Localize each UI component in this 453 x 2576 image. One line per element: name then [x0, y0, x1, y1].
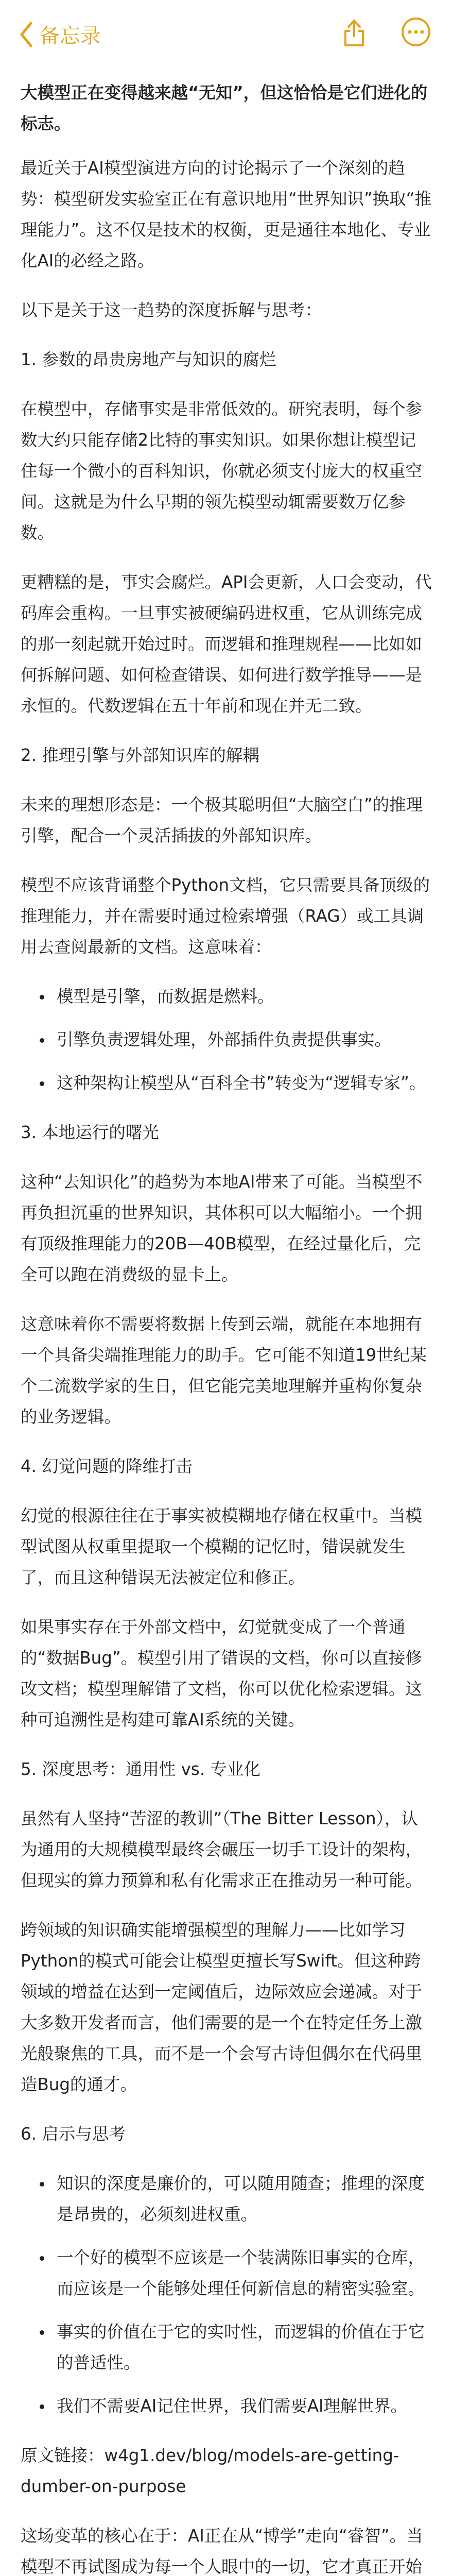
intro-paragraph: 最近关于AI模型演进方向的讨论揭示了一个深刻的趋势：模型研发实验室正在有意识地用“世界知识”换取“推理能力”。这不仅是技术的权衡，更是通往本地化、专业化AI的必经之路。 — [21, 158, 432, 270]
note-headline: 大模型正在变得越来越“无知”，但这恰恰是它们进化的标志。 — [21, 83, 428, 133]
note-body[interactable] — [0, 77, 453, 2576]
list-item: • 知识的深度是廉价的，可以随用随查；推理的深度是昂贵的，必须刻进权重。 — [53, 2168, 432, 2230]
more-icon — [400, 16, 431, 47]
list-item: • 模型是引擎，而数据是燃料。 — [53, 981, 432, 1012]
back-button[interactable] — [19, 20, 101, 49]
list-item: • 事实的价值在于它的实时性，而逻辑的价值在于它的普适性。 — [53, 2316, 432, 2378]
section-title-3: 3. 本地运行的曙光 — [21, 1123, 159, 1142]
list-item: • 这种架构让模型从“百科全书”转变为“逻辑专家”。 — [53, 1067, 432, 1098]
section-1-paragraph-2: 更糟糕的是，事实会腐烂。API会更新，人口会变动，代码库会重构。一旦事实被硬编码进权重，它从训练完成的那一刻起就开始过时。而逻辑和推理规程——比如如何拆解问题、如何检查错误、如何进行数学推导——是永恒的。代数逻辑在五十年前和现在并无二致。 — [21, 572, 432, 716]
section-title-6: 6. 启示与思考 — [21, 2124, 126, 2144]
list-item: • 引擎负责逻辑处理，外部插件负责提供事实。 — [53, 1024, 432, 1055]
section-3-paragraph-2: 这意味着你不需要将数据上传到云端，就能在本地拥有一个具备尖端推理能力的助手。它可能不知道19世纪某个二流数学家的生日，但它能完美地理解并重构你复杂的业务逻辑。 — [21, 1314, 427, 1427]
section-3-paragraph-1: 这种“去知识化”的趋势为本地AI带来了可能。当模型不再负担沉重的世界知识，其体积可以大幅缩小。一个拥有顶级推理能力的20B—40B模型，在经过量化后，完全可以跑在消费级的显卡上。 — [21, 1172, 423, 1284]
section-2-paragraph-2: 模型不应该背诵整个Python文档，它只需要具备顶级的推理能力，并在需要时通过检索增强（RAG）或工具调用去查阅最新的文档。这意味着： — [21, 875, 430, 957]
chevron-left-icon — [19, 21, 34, 48]
section-4-paragraph-2: 如果事实存在于外部文档中，幻觉就变成了一个普通的“数据Bug”。模型引用了错误的文档，你可以直接修改文档；模型理解错了文档，你可以优化检索逻辑。这种可追溯性是构建可靠AI系统的关键。 — [21, 1617, 423, 1730]
section-5-paragraph-2: 跨领域的知识确实能增强模型的理解力——比如学习Python的模式可能会让模型更擅长写Swift。但这种跨领域的增益在达到一定阈值后，边际效应会递减。对于大多数开发者而言，他们需要的是一个在特定任务上激光般聚焦的工具，而不是一个会写古诗但偶尔在代码里造Bug的通才。 — [21, 1920, 423, 2094]
source-link[interactable]: w4g1.dev/blog/models-are-getting-dumber-on-purpose — [21, 2446, 399, 2496]
section-1-paragraph-1: 在模型中，存储事实是非常低效的。研究表明，每个参数大约只能存储2比特的事实知识。如果你想让模型记住每一个微小的百科知识，你就必须支付庞大的权重空间。这就是为什么早期的领先模型动辄需要数万亿参数。 — [21, 399, 423, 543]
section-2-paragraph-1: 未来的理想形态是：一个极其聪明但“大脑空白”的推理引擎，配合一个灵活插拔的外部知识库。 — [21, 795, 423, 845]
closing-paragraph: 这场变革的核心在于：AI正在从“博学”走向“睿智”。当模型不再试图成为每一个人眼中的一切，它才真正开始 — [21, 2526, 423, 2576]
section-title-2: 2. 推理引擎与外部知识库的解耦 — [21, 745, 259, 765]
share-icon — [341, 16, 367, 47]
toolbar-actions — [338, 15, 432, 48]
back-label: 备忘录 — [39, 24, 101, 48]
more-button[interactable] — [399, 15, 432, 48]
share-button[interactable] — [338, 15, 371, 48]
section-6-bullet-list — [21, 2168, 432, 2421]
lead-paragraph: 以下是关于这一趋势的深度拆解与思考： — [21, 300, 322, 320]
list-item: • 一个好的模型不应该是一个装满陈旧事实的仓库，而应该是一个能够处理任何新信息的精密实验室。 — [53, 2242, 432, 2304]
navigation-bar — [0, 0, 453, 77]
source-link-prefix: 原文链接： — [21, 2446, 104, 2465]
section-5-paragraph-1: 虽然有人坚持“苦涩的教训”（The Bitter Lesson），认为通用的大规模模型最终会碾压一切手工设计的架构，但现实的算力预算和私有化需求正在推动另一种可能。 — [21, 1809, 423, 1890]
section-2-bullet-list — [21, 981, 432, 1098]
list-item: • 我们不需要AI记住世界，我们需要AI理解世界。 — [53, 2391, 432, 2421]
section-title-4: 4. 幻觉问题的降维打击 — [21, 1456, 193, 1476]
section-title-5: 5. 深度思考：通用性 vs. 专业化 — [21, 1759, 260, 1779]
section-4-paragraph-1: 幻觉的根源往往在于事实被模糊地存储在权重中。当模型试图从权重里提取一个模糊的记忆时，错误就发生了，而且这种错误无法被定位和修正。 — [21, 1506, 423, 1587]
source-link-paragraph — [21, 2440, 432, 2502]
section-title-1: 1. 参数的昂贵房地产与知识的腐烂 — [21, 350, 276, 369]
